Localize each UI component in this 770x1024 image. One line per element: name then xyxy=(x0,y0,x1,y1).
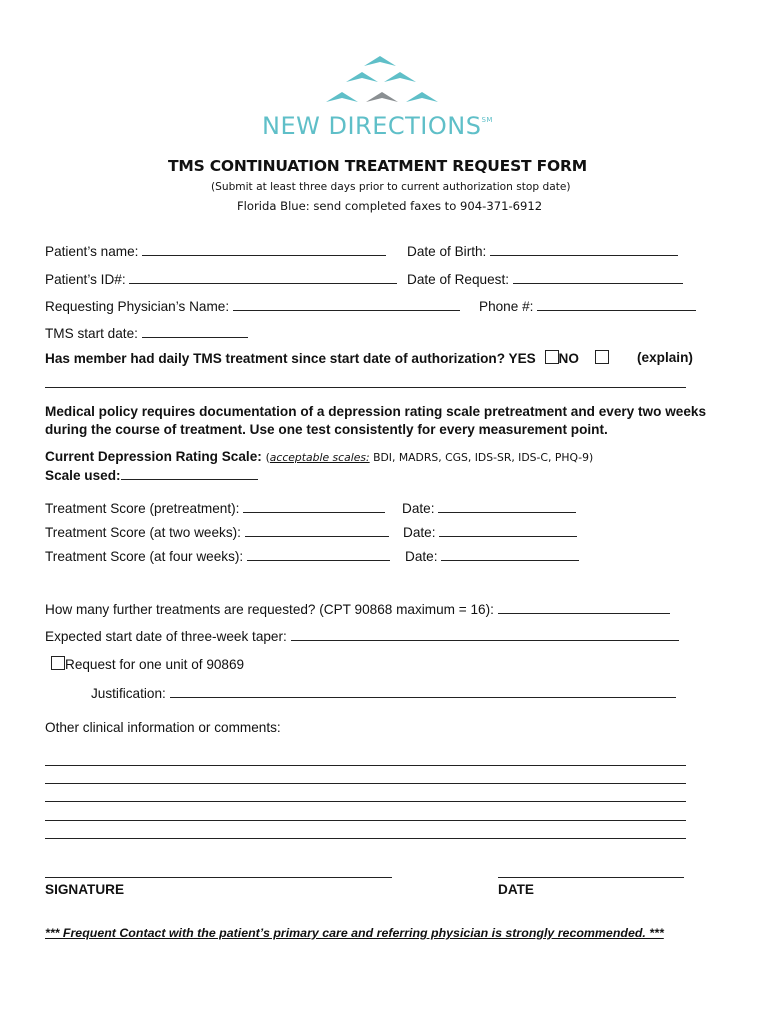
score-date-two-weeks xyxy=(403,524,577,540)
scale-label: Current Depression Rating Scale: xyxy=(45,449,262,464)
patient-name-label: Patient’s name: xyxy=(45,244,139,259)
logo-triangle xyxy=(346,72,378,82)
acceptable-scales-list: BDI, MADRS, CGS, IDS-SR, IDS-C, PHQ-9) xyxy=(369,451,594,464)
scale-used-field[interactable] xyxy=(121,467,258,480)
tms-start-row xyxy=(45,325,248,341)
phone-row xyxy=(479,298,696,314)
fax-note: Florida Blue: send completed faxes to 904-371-6912 xyxy=(237,199,543,213)
score-row-two-weeks xyxy=(45,524,389,540)
yes-checkbox[interactable] xyxy=(545,350,559,364)
date-of-request-row xyxy=(407,271,683,287)
score-date-label: Date: xyxy=(403,525,436,540)
request-unit-label: Request for one unit of 90869 xyxy=(65,657,245,672)
comment-line[interactable] xyxy=(45,837,686,839)
logo-triangle xyxy=(406,92,438,102)
policy-line-1: Medical policy requires documentation of a depression rating scale pretreatment and every two weeks xyxy=(45,404,707,419)
request-unit-row xyxy=(51,656,244,672)
comment-line[interactable] xyxy=(45,782,686,784)
score-label: Treatment Score (at four weeks): xyxy=(45,549,244,564)
logo-triangle xyxy=(364,56,396,66)
justification-row xyxy=(91,685,676,701)
logo-triangle xyxy=(326,92,358,102)
daily-question-text: Has member had daily TMS treatment since start date of authorization? YES xyxy=(45,351,536,366)
footer-note: *** Frequent Contact with the patient’s primary care and referring physician is strongly recommended. *** xyxy=(45,926,664,940)
signature-label: SIGNATURE xyxy=(45,882,125,897)
dob-field[interactable] xyxy=(490,243,678,256)
form-title: TMS CONTINUATION TREATMENT REQUEST FORM xyxy=(168,157,587,175)
explain-line[interactable] xyxy=(45,386,686,388)
scale-used-row xyxy=(45,467,258,483)
date-of-request-field[interactable] xyxy=(513,271,683,284)
taper-label: Expected start date of three-week taper: xyxy=(45,629,287,644)
dob-label: Date of Birth: xyxy=(407,244,487,259)
justification-field[interactable] xyxy=(170,685,676,698)
tms-start-field[interactable] xyxy=(142,325,248,338)
signature-date-line[interactable] xyxy=(498,876,684,878)
score-date-field[interactable] xyxy=(438,500,576,513)
score-date-label: Date: xyxy=(405,549,438,564)
further-treatments-row xyxy=(45,601,670,617)
tms-start-label: TMS start date: xyxy=(45,326,138,341)
patient-name-field[interactable] xyxy=(142,243,386,256)
logo-triangle xyxy=(384,72,416,82)
scale-paren: ( xyxy=(265,451,270,464)
score-field[interactable] xyxy=(245,524,389,537)
dob-row xyxy=(407,243,678,259)
taper-field[interactable] xyxy=(291,628,679,641)
score-date-label: Date: xyxy=(402,501,435,516)
signature-line[interactable] xyxy=(45,876,392,878)
scale-used-label: Scale used: xyxy=(45,468,121,483)
comment-line[interactable] xyxy=(45,764,686,766)
other-comments-label: Other clinical information or comments: xyxy=(45,720,281,735)
daily-treatment-question xyxy=(45,350,609,366)
physician-name-field[interactable] xyxy=(233,298,460,311)
patient-id-label: Patient’s ID#: xyxy=(45,272,126,287)
patient-id-field[interactable] xyxy=(129,271,397,284)
scale-row xyxy=(45,449,593,464)
taper-row xyxy=(45,628,679,644)
request-unit-checkbox[interactable] xyxy=(51,656,65,670)
date-of-request-label: Date of Request: xyxy=(407,272,510,287)
patient-id-row xyxy=(45,271,397,287)
brand-name: NEW DIRECTIONS℠ xyxy=(262,112,493,140)
policy-line-2: during the course of treatment. Use one test consistently for every measurement point. xyxy=(45,422,608,437)
phone-label: Phone #: xyxy=(479,299,534,314)
justification-label: Justification: xyxy=(91,686,166,701)
explain-label: (explain) xyxy=(637,350,693,365)
form-subtitle: (Submit at least three days prior to current authorization stop date) xyxy=(211,181,571,193)
score-field[interactable] xyxy=(247,548,390,561)
score-date-field[interactable] xyxy=(441,548,579,561)
patient-name-row xyxy=(45,243,386,259)
new-directions-logo-mark xyxy=(322,52,440,110)
score-date-four-weeks xyxy=(405,548,579,564)
score-date-field[interactable] xyxy=(439,524,577,537)
physician-name-label: Requesting Physician’s Name: xyxy=(45,299,230,314)
phone-field[interactable] xyxy=(537,298,696,311)
comment-line[interactable] xyxy=(45,819,686,821)
score-row-four-weeks xyxy=(45,548,390,564)
signature-date-label: DATE xyxy=(498,882,534,897)
score-label: Treatment Score (pretreatment): xyxy=(45,501,240,516)
logo-triangle xyxy=(366,92,398,102)
score-field[interactable] xyxy=(243,500,385,513)
score-row-pretreatment xyxy=(45,500,385,516)
acceptable-scales-label: acceptable scales: xyxy=(269,451,370,464)
physician-row xyxy=(45,298,460,314)
score-date-pretreatment xyxy=(402,500,576,516)
no-checkbox[interactable] xyxy=(595,350,609,364)
no-label: NO xyxy=(558,351,579,366)
comment-line[interactable] xyxy=(45,800,686,802)
further-treatments-field[interactable] xyxy=(498,601,670,614)
further-treatments-label: How many further treatments are requested? (CPT 90868 maximum = 16): xyxy=(45,602,494,617)
score-label: Treatment Score (at two weeks): xyxy=(45,525,241,540)
